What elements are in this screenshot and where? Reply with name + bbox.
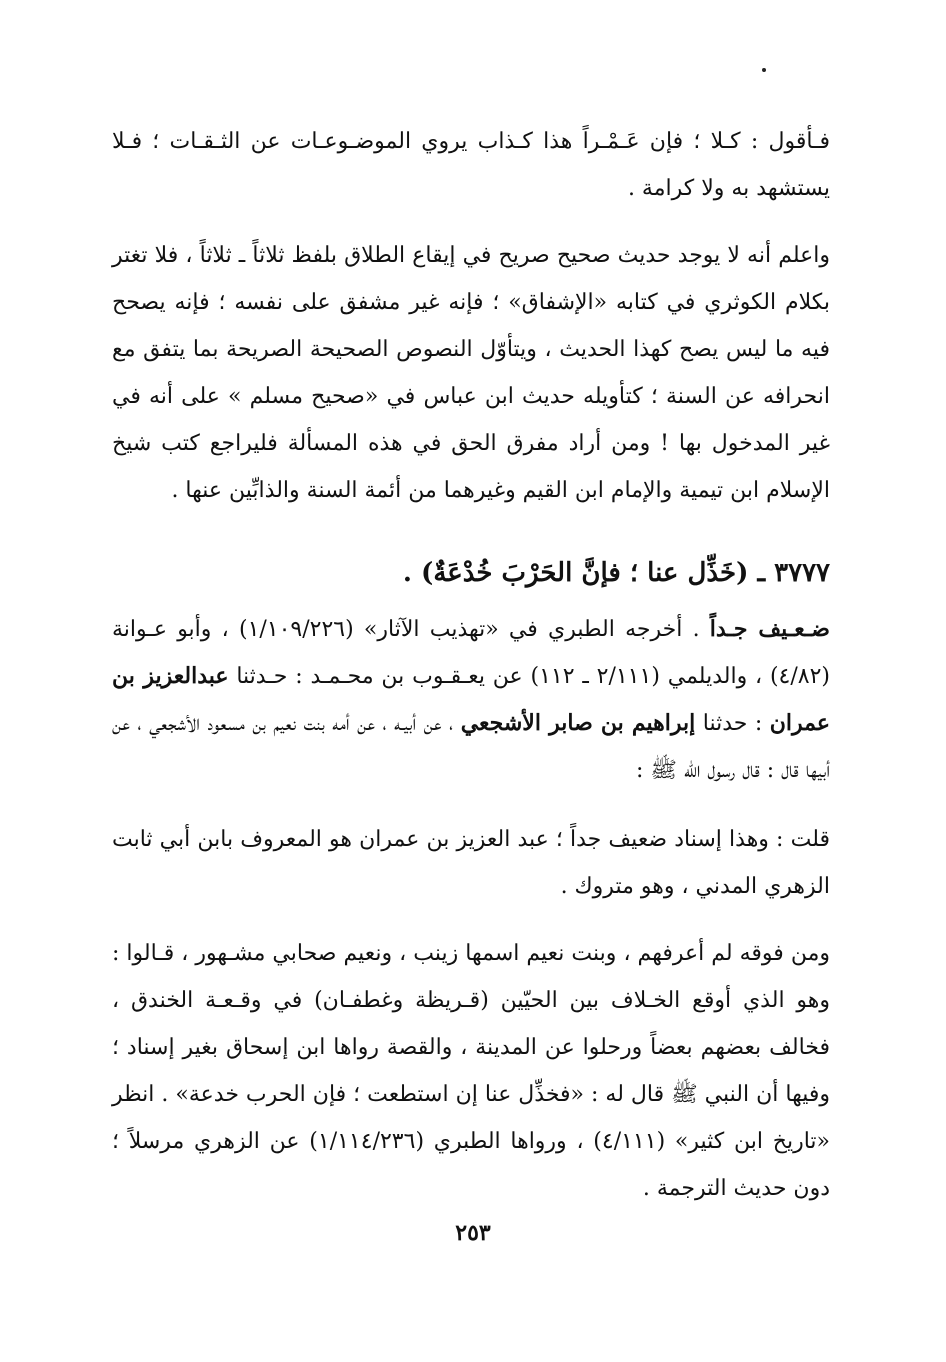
paragraph-further-notes: ومن فوقه لم أعرفهم ، وبنت نعيم اسمها زينب ، ونعيم صحابي مشـهور ، قـالوا : وهو الذي أوقع الخـلاف بين الحيّين (قـريظة وغطفـان) في وقـعـة الخندق ، فخالف بعضهم بعضاً ورحلوا عن المدينة ، والقصة رواها ابن إسحاق بغير إسناد ؛ وفيها أن النبي ﷺ قال له : «فخذِّل عنا إن استطعت ؛ فإن الحرب خدعة» . انظر «تاريخ ابن كثير» (٤/١١١) ، ورواها الطبري (١/١١٤/٢٣٦) عن الزهري مرسلاً ؛ دون حديث الترجمة . (112, 941, 830, 1201)
grading-label: ضـعـيف جـداً (709, 616, 830, 642)
page-number: ٢٥٣ (455, 1220, 491, 1246)
page-mark-dot (762, 68, 766, 72)
narrator-name: إبراهيم بن صابر الأشجعي (460, 710, 696, 736)
paragraph-takhrij (112, 606, 830, 794)
takhrij-text-c: ، عن أبيـه ، عن أمه بنت نعيم بن مسعود الأشجعي ، عن أبيها قال : قال رسول الله ﷺ : (112, 711, 830, 783)
hadith-heading: ٣٧٧٧ ـ (خَذِّل عنا ؛ فإنَّ الحَرْبَ خُدْعَةٌ) . (402, 558, 830, 588)
takhrij-text-a: . أخرجه الطبري في «تهذيب الآثار» (١/١٠٩/٢٢٦) ، وأبو عـوانة (٤/٨٢) ، والديلمي (٢/١١١ ـ ١١٢) عن يعـقـوب بن محـمـد : حـدثنا (112, 617, 830, 689)
paragraph-talaq-note: واعلم أنه لا يوجد حديث صحيح صريح في إيقاع الطلاق بلفظ ثلاثاً ـ ثلاثاً ، فلا تغتر بكلام الكوثري في كتابه «الإشفاق» ؛ فإنه غير مشفق على نفسه ؛ فإنه يصحح فيه ما ليس يصح كهذا الحديث ، ويتأوّل النصوص الصحيحة الصريحة بما يتفق مع انحرافه عن السنة ؛ كتأويله حديث ابن عباس في «صحيح مسلم » على أنه في غير المدخول بها ! ومن أراد مفرق الحق في هذه المسألة فليراجع كتب شيخ الإسلام ابن تيمية والإمام ابن القيم وغيرهما من أئمة السنة والذابِّين عنها . (112, 243, 830, 503)
paragraph-isnad-assessment: قلت : وهذا إسناد ضعيف جداً ؛ عبد العزيز بن عمران هو المعروف بابن أبي ثابت الزهري المدني ، وهو متروك . (112, 827, 830, 899)
paragraph-refutation: فـأقول : كـلا ؛ فإن عَـمْـراً هذا كـذاب يروي الموضـوعـات عن الثـقـات ؛ فـلا يستشهد به ولا كرامة . (112, 129, 830, 201)
narrator-name: عبدالعزيز بن عمران (112, 663, 830, 736)
takhrij-text-b: : حدثنا (695, 711, 770, 736)
